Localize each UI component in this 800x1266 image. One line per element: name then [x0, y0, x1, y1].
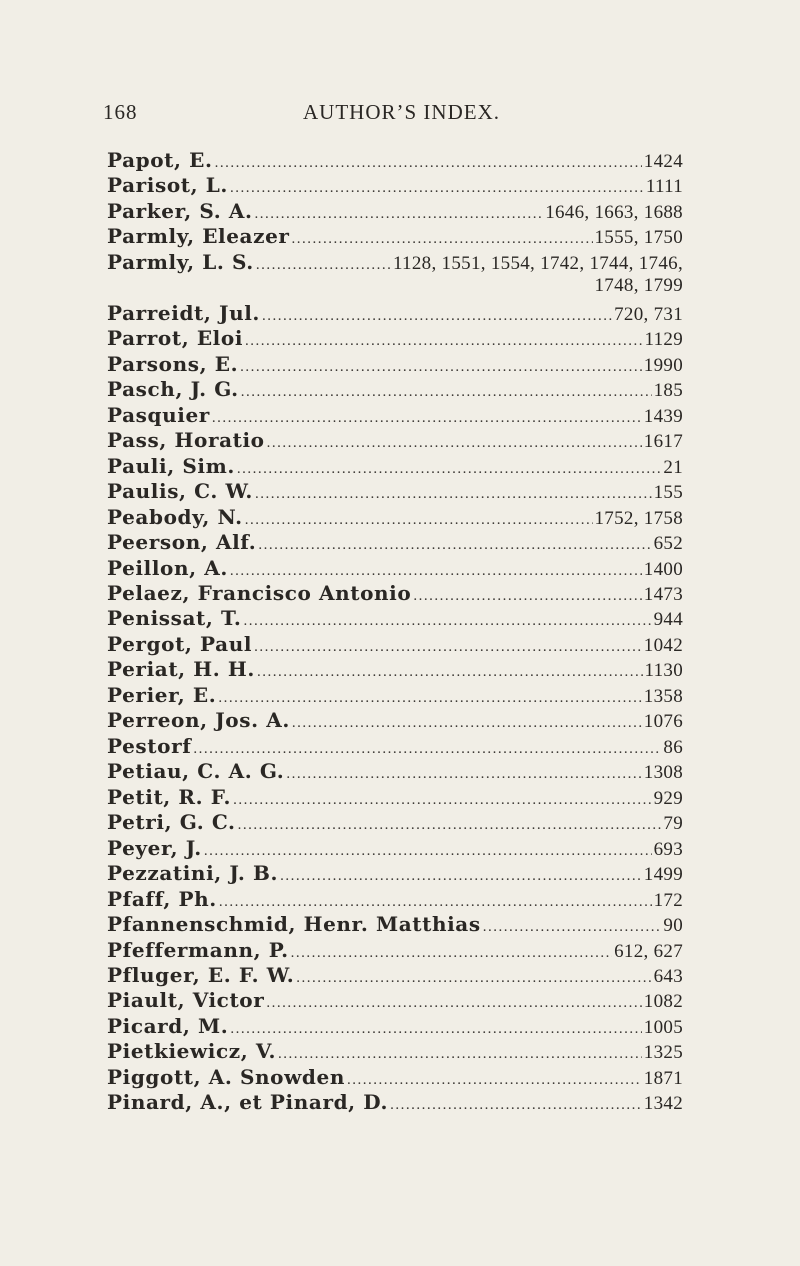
index-entry [107, 403, 683, 428]
index-entry [107, 301, 683, 326]
dot-leader [255, 486, 652, 503]
index-entry [107, 199, 683, 224]
author-name: Peyer, J. [107, 835, 202, 860]
dot-leader [204, 843, 652, 860]
author-name: Pfluger, E. F. W. [107, 963, 295, 987]
dot-leader [413, 588, 641, 605]
author-name: Pass, Horatio [107, 428, 265, 453]
page-references: 1748, 1799 [594, 275, 683, 297]
index-entry [107, 1065, 683, 1090]
index-entry [107, 1039, 683, 1064]
author-name: Peillon, A. [107, 555, 228, 580]
index-entry [107, 810, 683, 835]
dot-leader [254, 639, 642, 656]
author-name: Pfaff, Ph. [107, 886, 217, 911]
page-references: 21 [663, 456, 683, 478]
author-name: Perreon, Jos. A. [107, 708, 290, 733]
author-index-list [107, 148, 683, 1116]
author-name: Pestorf [107, 733, 192, 758]
page-references: 944 [653, 609, 683, 631]
dot-leader [230, 563, 642, 580]
page-references: 1076 [643, 711, 683, 733]
author-name: Peabody, N. [107, 504, 243, 529]
page-references: 1005 [643, 1016, 683, 1038]
dot-leader [262, 308, 612, 325]
index-entry [107, 708, 683, 733]
page-references: 929 [653, 787, 683, 809]
page-references: 1129 [644, 329, 683, 351]
dot-leader [280, 868, 642, 885]
index-entry [107, 148, 683, 173]
page-references: 612, 627 [614, 940, 683, 962]
dot-leader [347, 1072, 642, 1089]
index-entry [107, 683, 683, 708]
dot-leader [292, 231, 593, 248]
dot-leader [255, 206, 544, 223]
author-name: Parker, S. A. [107, 198, 253, 223]
index-entry [107, 326, 683, 351]
index-entry [107, 556, 683, 581]
page-references: 1325 [643, 1042, 683, 1064]
dot-leader [233, 792, 651, 809]
dot-leader [241, 384, 652, 401]
author-name: Parisot, L. [107, 173, 228, 198]
index-entry [107, 173, 683, 198]
author-name: Periat, H. H. [107, 657, 255, 682]
index-entry [107, 606, 683, 631]
page-references: 693 [653, 838, 683, 860]
index-entry [107, 887, 683, 912]
index-entry [107, 428, 683, 453]
author-name: Petiau, C. A. G. [107, 759, 285, 784]
page-number: 168 [103, 100, 138, 124]
index-entry [107, 505, 683, 530]
page-references: 1990 [643, 354, 683, 376]
index-entry [107, 759, 683, 784]
index-entry [107, 734, 683, 759]
author-name: Piault, Victor [107, 988, 265, 1013]
dot-leader [256, 257, 391, 274]
running-head: AUTHOR’S INDEX. [303, 100, 500, 124]
index-entry [107, 454, 683, 479]
dot-leader [291, 945, 612, 962]
author-name: Pezzatini, J. B. [107, 861, 279, 886]
author-name: Paulis, C. W. [107, 479, 253, 504]
author-name: Petri, G. C. [107, 810, 236, 835]
dot-leader [267, 435, 642, 452]
author-name: Petit, R. F. [107, 784, 232, 809]
page-references: 1439 [643, 405, 683, 427]
index-entry [107, 581, 683, 606]
author-name: Parreidt, Jul. [107, 300, 260, 325]
index-entry [107, 938, 683, 963]
index-entry [107, 479, 683, 504]
index-entry-continuation [107, 275, 683, 300]
dot-leader [243, 613, 651, 630]
page-references: 1358 [643, 685, 683, 707]
author-name: Piggott, A. Snowden [107, 1064, 345, 1089]
index-entry [107, 1090, 683, 1115]
index-entry [107, 988, 683, 1013]
page-header [103, 100, 683, 130]
dot-leader [219, 894, 652, 911]
page-references: 1128, 1551, 1554, 1742, 1744, 1746, [392, 252, 683, 274]
index-entry [107, 224, 683, 249]
dot-leader [240, 359, 642, 376]
author-name: Picard, M. [107, 1013, 229, 1038]
page-references: 1424 [643, 151, 683, 172]
page-references: 652 [653, 533, 683, 555]
author-name: Pauli, Sim. [107, 453, 235, 478]
author-name: Papot, E. [107, 148, 213, 172]
index-entry [107, 1014, 683, 1039]
page-references: 1473 [643, 583, 683, 605]
index-entry [107, 530, 683, 555]
index-entry [107, 861, 683, 886]
dot-leader [266, 995, 641, 1012]
author-name: Pasch, J. G. [107, 377, 239, 402]
page-references: 1555, 1750 [594, 227, 683, 249]
index-entry [107, 657, 683, 682]
dot-leader [296, 970, 651, 987]
author-name: Parmly, Eleazer [107, 224, 290, 249]
index-entry [107, 963, 683, 988]
dot-leader [257, 664, 643, 681]
dot-leader [238, 817, 662, 834]
dot-leader [237, 461, 662, 478]
author-name: Pergot, Paul [107, 631, 253, 656]
page-references: 1617 [643, 431, 683, 453]
page-references: 643 [653, 966, 683, 987]
dot-leader [258, 537, 651, 554]
dot-leader [278, 1046, 642, 1063]
dot-leader [230, 1021, 641, 1038]
index-entry [107, 836, 683, 861]
page-references: 1111 [645, 176, 683, 198]
page-references: 1308 [643, 762, 683, 784]
dot-leader [390, 1097, 642, 1114]
author-name: Pfannenschmid, Henr. Matthias [107, 912, 481, 937]
author-name: Pietkiewicz, V. [107, 1039, 277, 1064]
dot-leader [245, 512, 593, 529]
page-references: 1646, 1663, 1688 [545, 201, 683, 223]
page-references: 86 [663, 736, 683, 758]
author-name: Penissat, T. [107, 606, 242, 631]
page-references: 720, 731 [614, 303, 683, 325]
author-name: Perier, E. [107, 682, 217, 707]
author-name: Pinard, A., et Pinard, D. [107, 1090, 389, 1115]
dot-leader [212, 410, 642, 427]
page-references: 1130 [644, 660, 683, 682]
page-references: 1042 [643, 634, 683, 656]
page-references: 1342 [643, 1093, 683, 1115]
author-name: Parsons, E. [107, 351, 239, 376]
author-name: Parrot, Eloi [107, 326, 244, 351]
dot-leader [193, 741, 661, 758]
dot-leader [245, 333, 642, 350]
author-name: Pelaez, Francisco Antonio [107, 580, 412, 605]
page-references: 155 [653, 482, 683, 504]
page-references: 172 [653, 889, 683, 911]
page-references: 185 [653, 380, 683, 402]
page-references: 1400 [643, 558, 683, 580]
index-entry [107, 912, 683, 937]
page-references: 1871 [643, 1067, 683, 1089]
dot-leader [292, 715, 642, 732]
dot-leader [286, 766, 641, 783]
page-references: 1752, 1758 [594, 507, 683, 529]
author-name: Peerson, Alf. [107, 530, 257, 555]
dot-leader [483, 919, 662, 936]
dot-leader [230, 180, 644, 197]
index-entry [107, 352, 683, 377]
index-entry [107, 632, 683, 657]
author-name: Pasquier [107, 402, 210, 427]
index-entry [107, 785, 683, 810]
index-entry [107, 250, 683, 275]
author-name: Parmly, L. S. [107, 249, 254, 274]
author-name: Pfeffermann, P. [107, 937, 289, 962]
page-references: 1499 [643, 864, 683, 886]
dot-leader [215, 155, 642, 172]
index-entry [107, 377, 683, 402]
page-references: 90 [663, 915, 683, 937]
page-references: 1082 [643, 991, 683, 1013]
dot-leader [218, 690, 641, 707]
page-references: 79 [663, 813, 683, 835]
